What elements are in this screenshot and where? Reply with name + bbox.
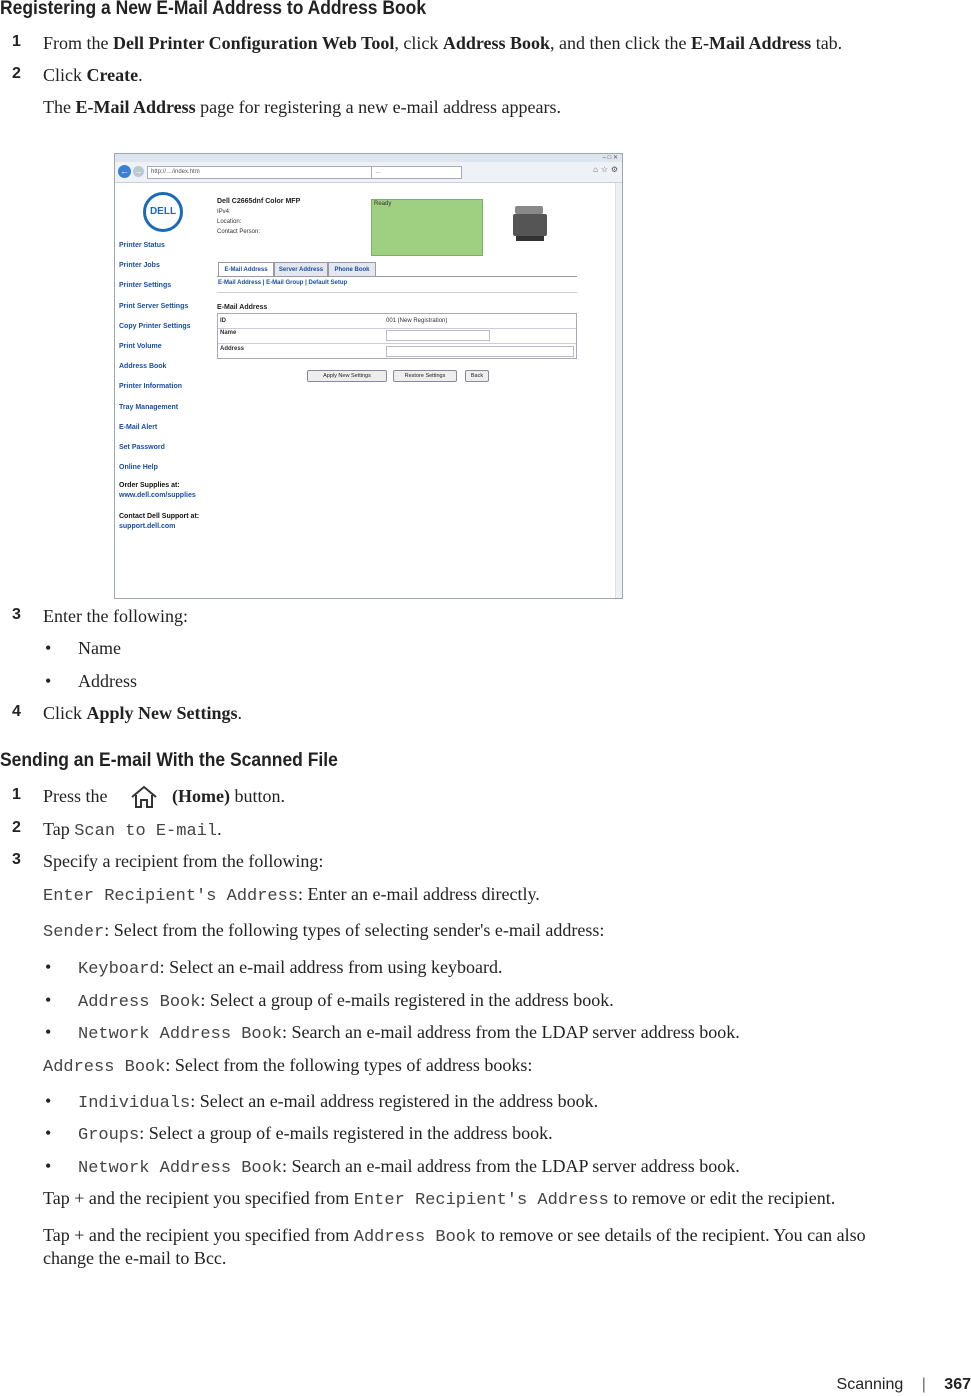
sidebar-item-printer-jobs[interactable]: Printer Jobs (119, 262, 160, 270)
sidebar-item-e-mail-alert[interactable]: E-Mail Alert (119, 423, 158, 431)
email-form-table: ID 001 (New Registration) Name Address (217, 313, 577, 359)
sidebar-item-set-password[interactable]: Set Password (119, 444, 165, 451)
sidebar-item-online-help[interactable]: Online Help (119, 464, 158, 472)
printer-name: Dell C2665dnf Color MFP (217, 198, 301, 205)
sidebar-item-address-book[interactable]: Address Book (119, 363, 167, 371)
printer-image (513, 206, 547, 242)
name-field[interactable] (386, 330, 490, 341)
order-link[interactable]: www.dell.com/supplies (119, 492, 196, 499)
tab-email-address[interactable]: E-Mail Address (218, 262, 274, 277)
form-title: E-Mail Address (217, 304, 268, 311)
address-field[interactable] (386, 346, 574, 357)
home-icon (128, 785, 160, 809)
sidebar-item-print-server-settings[interactable]: Print Server Settings (119, 302, 189, 310)
sidebar-item-printer-information[interactable]: Printer Information (119, 383, 183, 391)
sidebar-item-copy-printer-settings[interactable]: Copy Printer Settings (119, 322, 191, 330)
sidebar-item-printer-settings[interactable]: Printer Settings (119, 282, 172, 290)
forward-icon: → (134, 167, 143, 176)
window-titlebar: – □ ✕ (115, 154, 622, 162)
restore-settings-button[interactable]: Restore Settings (393, 370, 457, 382)
favorites-icon: ☆ (600, 165, 608, 174)
sidebar-item-tray-management[interactable]: Tray Management (119, 403, 179, 411)
page-footer: Scanning | 367 (836, 1376, 971, 1393)
apply-new-settings-button[interactable]: Apply New Settings (307, 370, 387, 382)
browser-address-bar: ← → http://…/index.htm … ⌂ ☆ ⚙ (115, 162, 622, 183)
home-icon: ⌂ (593, 165, 598, 174)
gear-icon: ⚙ (610, 165, 618, 174)
back-icon: ← (120, 166, 129, 176)
web-tool-screenshot: – □ ✕ ← → http://…/index.htm … ⌂ ☆ ⚙ DELL Dell C2665dnf Color MFP IPv4: Location: Contact Person: Ready Printer Status Printer Jobs Printer Settings Print Server Settings Copy Printer Settings Print Volume Address Book Printer Information Tray Management E-Mail Alert Set Password Online Help Order Supplies at: www.dell.com/supplies Contact Dell Support at: support.dell.com E-Mail Address Server Address Phone Book E-Mail Address | E-Mail Group | Default Setup E-Mail Address ID 001 (New Registration) Name Address Apply New Settings Restore Settings Back (114, 153, 623, 599)
section-heading-2: Sending an E-mail With the Scanned File (0, 750, 338, 771)
status-panel: Ready (371, 199, 483, 256)
sub-links[interactable]: E-Mail Address | E-Mail Group | Default Setup (218, 280, 348, 286)
tab-server-address[interactable]: Server Address (274, 262, 328, 277)
back-button[interactable]: Back (465, 370, 489, 382)
support-link[interactable]: support.dell.com (119, 523, 176, 530)
section-heading: Registering a New E-Mail Address to Address Book (0, 0, 427, 19)
dell-logo: DELL (143, 192, 183, 232)
sidebar-item-printer-status[interactable]: Printer Status (119, 242, 165, 249)
scrollbar[interactable] (615, 183, 622, 598)
tab-phone-book[interactable]: Phone Book (328, 262, 376, 277)
sidebar-item-print-volume[interactable]: Print Volume (119, 343, 162, 350)
